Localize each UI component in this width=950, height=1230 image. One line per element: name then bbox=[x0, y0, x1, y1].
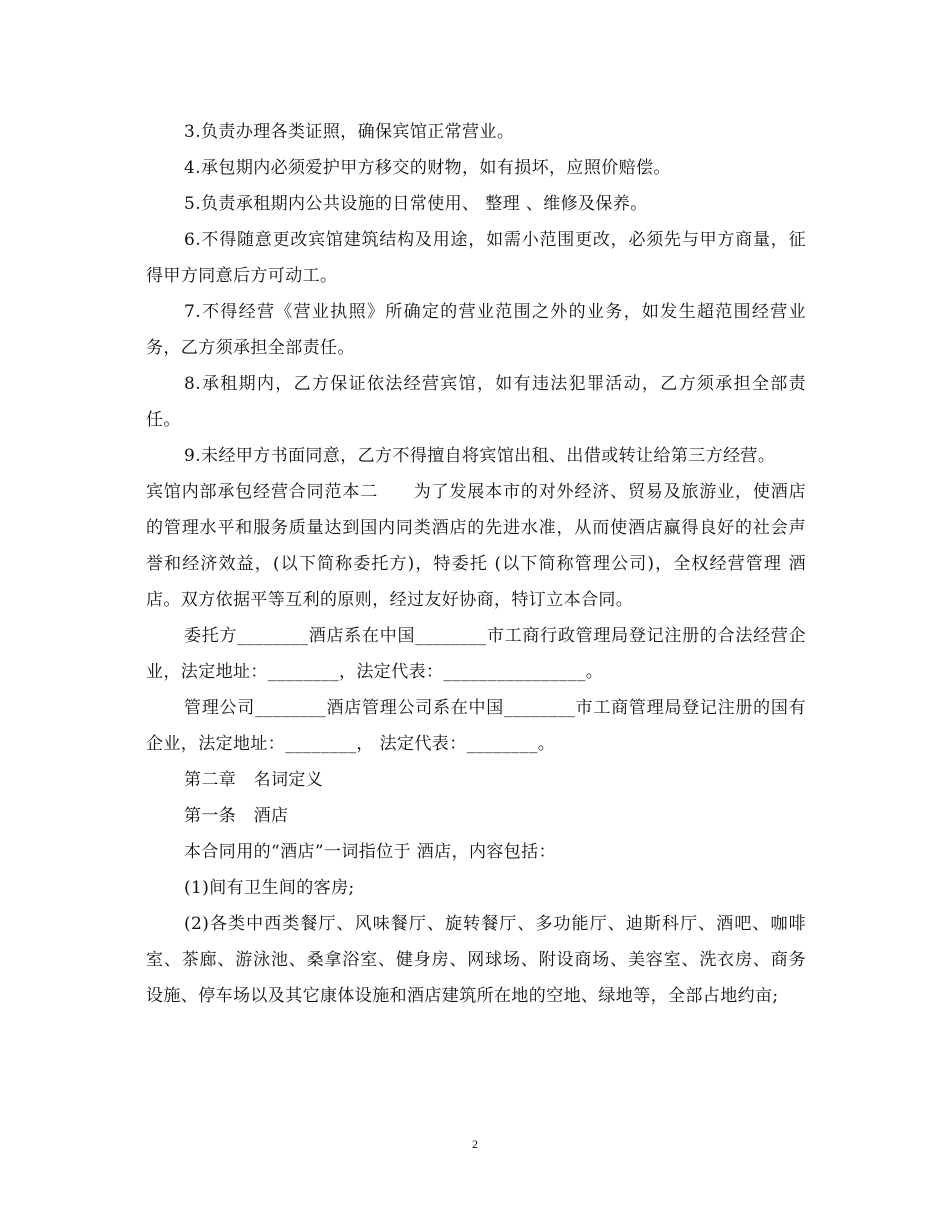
article-heading: 第一条 酒店 bbox=[184, 806, 289, 826]
definition-item-1: (1)间有卫生间的客房; bbox=[184, 878, 355, 898]
clause-9: 9.未经甲方书面同意，乙方不得擅自将宾馆出租、出借或转让给第三方经营。 bbox=[184, 446, 776, 466]
chapter-heading: 第二章 名词定义 bbox=[184, 770, 324, 790]
clause-8: 8.承租期内，乙方保证依法经营宾馆，如有违法犯罪活动，乙方须承担全部责任。 bbox=[146, 374, 806, 430]
clause-7: 7.不得经营《营业执照》所确定的营业范围之外的业务，如发生超范围经营业务，乙方须承担全部责任。 bbox=[146, 302, 806, 358]
hotel-definition: 本合同用的“酒店”一词指位于 酒店，内容包括： bbox=[184, 842, 556, 862]
management-company-paragraph: 管理公司________酒店管理公司系在中国________市工商管理局登记注册的国有企业，法定地址：________， 法定代表：________。 bbox=[146, 698, 806, 754]
clause-6: 6.不得随意更改宾馆建筑结构及用途，如需小范围更改，必须先与甲方商量，征得甲方同意后方可动工。 bbox=[146, 230, 806, 286]
clause-4: 4.承包期内必须爱护甲方移交的财物，如有损坏，应照价赔偿。 bbox=[184, 158, 671, 178]
document-body bbox=[146, 114, 806, 1014]
page-number: 2 bbox=[472, 1137, 478, 1151]
contract-sample-two-intro: 宾馆内部承包经营合同范本二 为了发展本市的对外经济、贸易及旅游业，使酒店的管理水平和服务质量达到国内同类酒店的先进水准，从而使酒店赢得良好的社会声誉和经济效益，(以下简称委托方)，特委托 (以下简称管理公司)，全权经营管理 酒店。双方依据平等互利的原则，经过友好协商，特订立本合同。 bbox=[146, 482, 806, 610]
entrusting-party-paragraph: 委托方________酒店系在中国________市工商行政管理局登记注册的合法经营企业，法定地址：________，法定代表：________________。 bbox=[146, 626, 806, 682]
clause-5: 5.负责承租期内公共设施的日常使用、 整理 、维修及保养。 bbox=[184, 194, 648, 214]
definition-item-2: (2)各类中西类餐厅、风味餐厅、旋转餐厅、多功能厅、迪斯科厅、酒吧、咖啡室、茶廊、游泳池、桑拿浴室、健身房、网球场、附设商场、美容室、洗衣房、商务设施、停车场以及其它康体设施和酒店建筑所在地的空地、绿地等，全部占地约亩; bbox=[146, 914, 806, 1006]
clause-3: 3.负责办理各类证照，确保宾馆正常营业。 bbox=[184, 122, 515, 142]
